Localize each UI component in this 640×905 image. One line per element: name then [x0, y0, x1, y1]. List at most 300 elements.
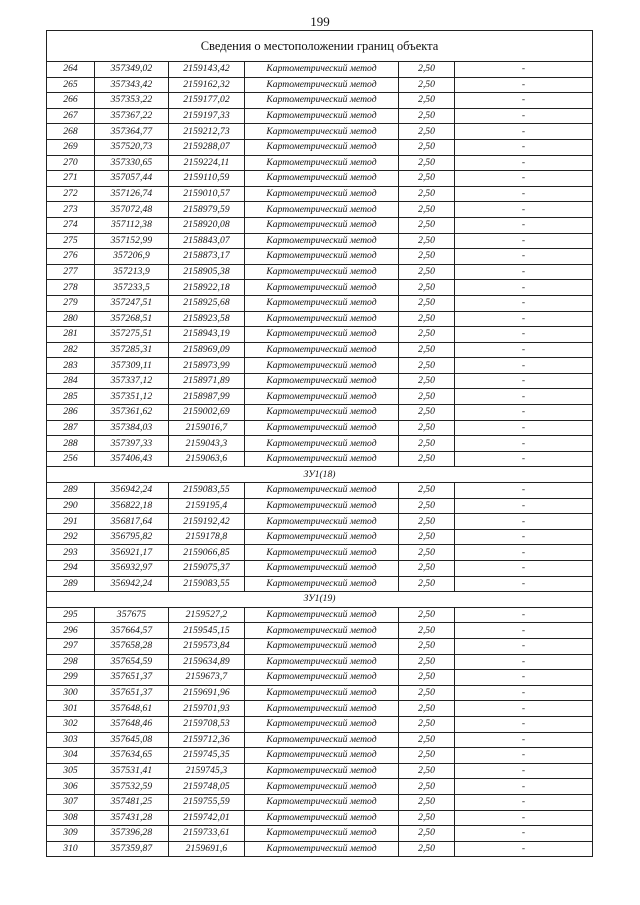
- y-coordinate-cell: 2158905,38: [169, 264, 245, 280]
- point-number-cell: 292: [47, 529, 95, 545]
- point-number-cell: 300: [47, 685, 95, 701]
- y-coordinate-cell: 2159192,42: [169, 514, 245, 530]
- point-number-cell: 273: [47, 202, 95, 218]
- x-coordinate-cell: 357309,11: [95, 358, 169, 374]
- point-number-cell: 276: [47, 249, 95, 265]
- point-number-cell: 299: [47, 670, 95, 686]
- y-coordinate-cell: 2159745,35: [169, 748, 245, 764]
- method-cell: Картометрический метод: [245, 77, 399, 93]
- table-row: [47, 155, 593, 171]
- x-coordinate-cell: 357213,9: [95, 264, 169, 280]
- description-cell: -: [455, 389, 593, 405]
- accuracy-cell: 2,50: [399, 108, 455, 124]
- x-coordinate-cell: 357275,51: [95, 327, 169, 343]
- y-coordinate-cell: 2158873,17: [169, 249, 245, 265]
- method-cell: Картометрический метод: [245, 748, 399, 764]
- description-cell: -: [455, 108, 593, 124]
- method-cell: Картометрический метод: [245, 124, 399, 140]
- method-cell: Картометрический метод: [245, 202, 399, 218]
- table-row: [47, 373, 593, 389]
- table-row: [47, 748, 593, 764]
- description-cell: -: [455, 405, 593, 421]
- accuracy-cell: 2,50: [399, 670, 455, 686]
- title-row: [47, 31, 593, 62]
- accuracy-cell: 2,50: [399, 249, 455, 265]
- method-cell: Картометрический метод: [245, 327, 399, 343]
- point-number-cell: 282: [47, 342, 95, 358]
- point-number-cell: 288: [47, 436, 95, 452]
- y-coordinate-cell: 2159701,93: [169, 701, 245, 717]
- x-coordinate-cell: 357337,12: [95, 373, 169, 389]
- description-cell: -: [455, 171, 593, 187]
- y-coordinate-cell: 2159545,15: [169, 623, 245, 639]
- y-coordinate-cell: 2159733,61: [169, 826, 245, 842]
- x-coordinate-cell: 357658,28: [95, 638, 169, 654]
- accuracy-cell: 2,50: [399, 436, 455, 452]
- table-row: [47, 779, 593, 795]
- description-cell: -: [455, 93, 593, 109]
- table-row: [47, 420, 593, 436]
- accuracy-cell: 2,50: [399, 841, 455, 857]
- x-coordinate-cell: 357431,28: [95, 810, 169, 826]
- table-row: [47, 342, 593, 358]
- description-cell: -: [455, 373, 593, 389]
- x-coordinate-cell: 357481,25: [95, 794, 169, 810]
- x-coordinate-cell: 357057,44: [95, 171, 169, 187]
- accuracy-cell: 2,50: [399, 794, 455, 810]
- description-cell: -: [455, 186, 593, 202]
- table-row: [47, 794, 593, 810]
- x-coordinate-cell: 357072,48: [95, 202, 169, 218]
- point-number-cell: 308: [47, 810, 95, 826]
- y-coordinate-cell: 2159224,11: [169, 155, 245, 171]
- method-cell: Картометрический метод: [245, 108, 399, 124]
- accuracy-cell: 2,50: [399, 826, 455, 842]
- x-coordinate-cell: 357648,46: [95, 716, 169, 732]
- method-cell: Картометрический метод: [245, 529, 399, 545]
- y-coordinate-cell: 2159075,37: [169, 561, 245, 577]
- method-cell: Картометрический метод: [245, 716, 399, 732]
- accuracy-cell: 2,50: [399, 498, 455, 514]
- x-coordinate-cell: 357648,61: [95, 701, 169, 717]
- description-cell: -: [455, 358, 593, 374]
- method-cell: Картометрический метод: [245, 826, 399, 842]
- description-cell: -: [455, 716, 593, 732]
- table-row: [47, 108, 593, 124]
- table-row: [47, 389, 593, 405]
- y-coordinate-cell: 2159712,36: [169, 732, 245, 748]
- description-cell: -: [455, 483, 593, 499]
- y-coordinate-cell: 2159691,6: [169, 841, 245, 857]
- table-row: [47, 529, 593, 545]
- description-cell: -: [455, 202, 593, 218]
- x-coordinate-cell: 357531,41: [95, 763, 169, 779]
- table-row: [47, 217, 593, 233]
- accuracy-cell: 2,50: [399, 529, 455, 545]
- description-cell: -: [455, 62, 593, 78]
- x-coordinate-cell: 357353,22: [95, 93, 169, 109]
- x-coordinate-cell: 357651,37: [95, 670, 169, 686]
- accuracy-cell: 2,50: [399, 763, 455, 779]
- boundary-coordinates-table: [46, 30, 593, 857]
- x-coordinate-cell: 356932,97: [95, 561, 169, 577]
- x-coordinate-cell: 357634,65: [95, 748, 169, 764]
- y-coordinate-cell: 2158920,08: [169, 217, 245, 233]
- page-number: 199: [310, 14, 330, 29]
- method-cell: Картометрический метод: [245, 576, 399, 592]
- description-cell: -: [455, 545, 593, 561]
- method-cell: Картометрический метод: [245, 311, 399, 327]
- y-coordinate-cell: 2158969,09: [169, 342, 245, 358]
- description-cell: -: [455, 623, 593, 639]
- description-cell: -: [455, 638, 593, 654]
- description-cell: -: [455, 841, 593, 857]
- y-coordinate-cell: 2159691,96: [169, 685, 245, 701]
- table-row: [47, 483, 593, 499]
- table-row: [47, 139, 593, 155]
- description-cell: -: [455, 264, 593, 280]
- method-cell: Картометрический метод: [245, 405, 399, 421]
- description-cell: -: [455, 217, 593, 233]
- description-cell: -: [455, 794, 593, 810]
- table-row: [47, 186, 593, 202]
- table-row: [47, 202, 593, 218]
- accuracy-cell: 2,50: [399, 638, 455, 654]
- point-number-cell: 267: [47, 108, 95, 124]
- point-number-cell: 297: [47, 638, 95, 654]
- accuracy-cell: 2,50: [399, 124, 455, 140]
- point-number-cell: 275: [47, 233, 95, 249]
- accuracy-cell: 2,50: [399, 62, 455, 78]
- y-coordinate-cell: 2158973,99: [169, 358, 245, 374]
- table-row: [47, 171, 593, 187]
- point-number-cell: 303: [47, 732, 95, 748]
- accuracy-cell: 2,50: [399, 420, 455, 436]
- accuracy-cell: 2,50: [399, 748, 455, 764]
- y-coordinate-cell: 2159197,33: [169, 108, 245, 124]
- point-number-cell: 296: [47, 623, 95, 639]
- accuracy-cell: 2,50: [399, 623, 455, 639]
- method-cell: Картометрический метод: [245, 171, 399, 187]
- y-coordinate-cell: 2159673,7: [169, 670, 245, 686]
- accuracy-cell: 2,50: [399, 483, 455, 499]
- accuracy-cell: 2,50: [399, 389, 455, 405]
- x-coordinate-cell: 356942,24: [95, 576, 169, 592]
- accuracy-cell: 2,50: [399, 171, 455, 187]
- description-cell: -: [455, 607, 593, 623]
- accuracy-cell: 2,50: [399, 545, 455, 561]
- method-cell: Картометрический метод: [245, 701, 399, 717]
- description-cell: -: [455, 436, 593, 452]
- x-coordinate-cell: 356817,64: [95, 514, 169, 530]
- description-cell: -: [455, 810, 593, 826]
- point-number-cell: 298: [47, 654, 95, 670]
- description-cell: -: [455, 732, 593, 748]
- x-coordinate-cell: 357349,02: [95, 62, 169, 78]
- point-number-cell: 293: [47, 545, 95, 561]
- y-coordinate-cell: 2158943,19: [169, 327, 245, 343]
- x-coordinate-cell: 357654,59: [95, 654, 169, 670]
- y-coordinate-cell: 2158979,59: [169, 202, 245, 218]
- table-row: [47, 62, 593, 78]
- method-cell: Картометрический метод: [245, 638, 399, 654]
- y-coordinate-cell: 2159177,02: [169, 93, 245, 109]
- y-coordinate-cell: 2159016,7: [169, 420, 245, 436]
- table-row: [47, 358, 593, 374]
- accuracy-cell: 2,50: [399, 155, 455, 171]
- table-row: [47, 124, 593, 140]
- section-row: [47, 467, 593, 483]
- table-title: Сведения о местоположении границ объекта: [47, 31, 593, 62]
- method-cell: Картометрический метод: [245, 295, 399, 311]
- point-number-cell: 272: [47, 186, 95, 202]
- y-coordinate-cell: 2159527,2: [169, 607, 245, 623]
- section-label: ЗУ1(19): [47, 592, 593, 608]
- x-coordinate-cell: 356795,82: [95, 529, 169, 545]
- table-row: [47, 93, 593, 109]
- method-cell: Картометрический метод: [245, 794, 399, 810]
- table-body: [47, 31, 593, 857]
- point-number-cell: 310: [47, 841, 95, 857]
- table-row: [47, 841, 593, 857]
- accuracy-cell: 2,50: [399, 202, 455, 218]
- point-number-cell: 264: [47, 62, 95, 78]
- point-number-cell: 277: [47, 264, 95, 280]
- method-cell: Картометрический метод: [245, 514, 399, 530]
- description-cell: -: [455, 420, 593, 436]
- x-coordinate-cell: 357268,51: [95, 311, 169, 327]
- table-row: [47, 436, 593, 452]
- point-number-cell: 307: [47, 794, 95, 810]
- point-number-cell: 309: [47, 826, 95, 842]
- description-cell: -: [455, 763, 593, 779]
- table-row: [47, 405, 593, 421]
- accuracy-cell: 2,50: [399, 139, 455, 155]
- description-cell: -: [455, 561, 593, 577]
- accuracy-cell: 2,50: [399, 561, 455, 577]
- table-row: [47, 716, 593, 732]
- point-number-cell: 280: [47, 311, 95, 327]
- table-row: [47, 233, 593, 249]
- description-cell: -: [455, 576, 593, 592]
- point-number-cell: 279: [47, 295, 95, 311]
- description-cell: -: [455, 654, 593, 670]
- table-row: [47, 607, 593, 623]
- description-cell: -: [455, 295, 593, 311]
- x-coordinate-cell: 357112,38: [95, 217, 169, 233]
- y-coordinate-cell: 2159748,05: [169, 779, 245, 795]
- y-coordinate-cell: 2159755,59: [169, 794, 245, 810]
- method-cell: Картометрический метод: [245, 264, 399, 280]
- point-number-cell: 305: [47, 763, 95, 779]
- x-coordinate-cell: 357361,62: [95, 405, 169, 421]
- y-coordinate-cell: 2158843,07: [169, 233, 245, 249]
- accuracy-cell: 2,50: [399, 186, 455, 202]
- accuracy-cell: 2,50: [399, 685, 455, 701]
- point-number-cell: 269: [47, 139, 95, 155]
- table-row: [47, 264, 593, 280]
- x-coordinate-cell: 356822,18: [95, 498, 169, 514]
- accuracy-cell: 2,50: [399, 327, 455, 343]
- accuracy-cell: 2,50: [399, 701, 455, 717]
- point-number-cell: 266: [47, 93, 95, 109]
- table-row: [47, 638, 593, 654]
- table-row: [47, 280, 593, 296]
- x-coordinate-cell: 357247,51: [95, 295, 169, 311]
- accuracy-cell: 2,50: [399, 514, 455, 530]
- description-cell: -: [455, 701, 593, 717]
- x-coordinate-cell: 357397,33: [95, 436, 169, 452]
- point-number-cell: 306: [47, 779, 95, 795]
- method-cell: Картометрический метод: [245, 561, 399, 577]
- table-row: [47, 514, 593, 530]
- table-row: [47, 654, 593, 670]
- x-coordinate-cell: 357233,5: [95, 280, 169, 296]
- method-cell: Картометрический метод: [245, 685, 399, 701]
- table-row: [47, 670, 593, 686]
- point-number-cell: 302: [47, 716, 95, 732]
- y-coordinate-cell: 2159010,57: [169, 186, 245, 202]
- method-cell: Картометрический метод: [245, 155, 399, 171]
- accuracy-cell: 2,50: [399, 607, 455, 623]
- accuracy-cell: 2,50: [399, 311, 455, 327]
- y-coordinate-cell: 2159083,55: [169, 576, 245, 592]
- method-cell: Картометрический метод: [245, 451, 399, 467]
- point-number-cell: 268: [47, 124, 95, 140]
- point-number-cell: 283: [47, 358, 95, 374]
- description-cell: -: [455, 685, 593, 701]
- x-coordinate-cell: 357645,08: [95, 732, 169, 748]
- accuracy-cell: 2,50: [399, 358, 455, 374]
- method-cell: Картометрический метод: [245, 732, 399, 748]
- point-number-cell: 271: [47, 171, 95, 187]
- point-number-cell: 287: [47, 420, 95, 436]
- x-coordinate-cell: 357520,73: [95, 139, 169, 155]
- y-coordinate-cell: 2159745,3: [169, 763, 245, 779]
- accuracy-cell: 2,50: [399, 810, 455, 826]
- x-coordinate-cell: 357651,37: [95, 685, 169, 701]
- point-number-cell: 256: [47, 451, 95, 467]
- x-coordinate-cell: 357152,99: [95, 233, 169, 249]
- y-coordinate-cell: 2159162,32: [169, 77, 245, 93]
- accuracy-cell: 2,50: [399, 295, 455, 311]
- table-row: [47, 311, 593, 327]
- y-coordinate-cell: 2159066,85: [169, 545, 245, 561]
- description-cell: -: [455, 249, 593, 265]
- point-number-cell: 285: [47, 389, 95, 405]
- method-cell: Картометрический метод: [245, 93, 399, 109]
- accuracy-cell: 2,50: [399, 576, 455, 592]
- point-number-cell: 281: [47, 327, 95, 343]
- section-row: [47, 592, 593, 608]
- table-row: [47, 295, 593, 311]
- y-coordinate-cell: 2158971,89: [169, 373, 245, 389]
- description-cell: -: [455, 124, 593, 140]
- description-cell: -: [455, 233, 593, 249]
- x-coordinate-cell: 357664,57: [95, 623, 169, 639]
- method-cell: Картометрический метод: [245, 217, 399, 233]
- point-number-cell: 291: [47, 514, 95, 530]
- method-cell: Картометрический метод: [245, 420, 399, 436]
- y-coordinate-cell: 2159143,42: [169, 62, 245, 78]
- accuracy-cell: 2,50: [399, 373, 455, 389]
- y-coordinate-cell: 2159195,4: [169, 498, 245, 514]
- accuracy-cell: 2,50: [399, 716, 455, 732]
- x-coordinate-cell: 357351,12: [95, 389, 169, 405]
- method-cell: Картометрический метод: [245, 249, 399, 265]
- description-cell: -: [455, 327, 593, 343]
- x-coordinate-cell: 357384,03: [95, 420, 169, 436]
- accuracy-cell: 2,50: [399, 217, 455, 233]
- y-coordinate-cell: 2159288,07: [169, 139, 245, 155]
- section-label: ЗУ1(18): [47, 467, 593, 483]
- y-coordinate-cell: 2159573,84: [169, 638, 245, 654]
- description-cell: -: [455, 498, 593, 514]
- point-number-cell: 265: [47, 77, 95, 93]
- table-row: [47, 498, 593, 514]
- table-row: [47, 763, 593, 779]
- point-number-cell: 294: [47, 561, 95, 577]
- point-number-cell: 301: [47, 701, 95, 717]
- description-cell: -: [455, 826, 593, 842]
- x-coordinate-cell: 357359,87: [95, 841, 169, 857]
- method-cell: Картометрический метод: [245, 841, 399, 857]
- y-coordinate-cell: 2159043,3: [169, 436, 245, 452]
- method-cell: Картометрический метод: [245, 139, 399, 155]
- method-cell: Картометрический метод: [245, 654, 399, 670]
- method-cell: Картометрический метод: [245, 779, 399, 795]
- accuracy-cell: 2,50: [399, 779, 455, 795]
- description-cell: -: [455, 748, 593, 764]
- y-coordinate-cell: 2159083,55: [169, 483, 245, 499]
- table-row: [47, 623, 593, 639]
- table-row: [47, 561, 593, 577]
- method-cell: Картометрический метод: [245, 607, 399, 623]
- y-coordinate-cell: 2158923,58: [169, 311, 245, 327]
- method-cell: Картометрический метод: [245, 389, 399, 405]
- description-cell: -: [455, 77, 593, 93]
- description-cell: -: [455, 311, 593, 327]
- accuracy-cell: 2,50: [399, 342, 455, 358]
- y-coordinate-cell: 2159742,01: [169, 810, 245, 826]
- table-row: [47, 810, 593, 826]
- description-cell: -: [455, 514, 593, 530]
- table-row: [47, 451, 593, 467]
- method-cell: Картометрический метод: [245, 233, 399, 249]
- accuracy-cell: 2,50: [399, 233, 455, 249]
- y-coordinate-cell: 2159002,69: [169, 405, 245, 421]
- method-cell: Картометрический метод: [245, 483, 399, 499]
- description-cell: -: [455, 342, 593, 358]
- y-coordinate-cell: 2159212,73: [169, 124, 245, 140]
- accuracy-cell: 2,50: [399, 405, 455, 421]
- table-row: [47, 576, 593, 592]
- method-cell: Картометрический метод: [245, 358, 399, 374]
- accuracy-cell: 2,50: [399, 280, 455, 296]
- description-cell: -: [455, 451, 593, 467]
- x-coordinate-cell: 357126,74: [95, 186, 169, 202]
- point-number-cell: 289: [47, 576, 95, 592]
- y-coordinate-cell: 2159634,89: [169, 654, 245, 670]
- y-coordinate-cell: 2158925,68: [169, 295, 245, 311]
- method-cell: Картометрический метод: [245, 186, 399, 202]
- method-cell: Картометрический метод: [245, 436, 399, 452]
- x-coordinate-cell: 357396,28: [95, 826, 169, 842]
- y-coordinate-cell: 2158922,18: [169, 280, 245, 296]
- accuracy-cell: 2,50: [399, 264, 455, 280]
- x-coordinate-cell: 357532,59: [95, 779, 169, 795]
- description-cell: -: [455, 155, 593, 171]
